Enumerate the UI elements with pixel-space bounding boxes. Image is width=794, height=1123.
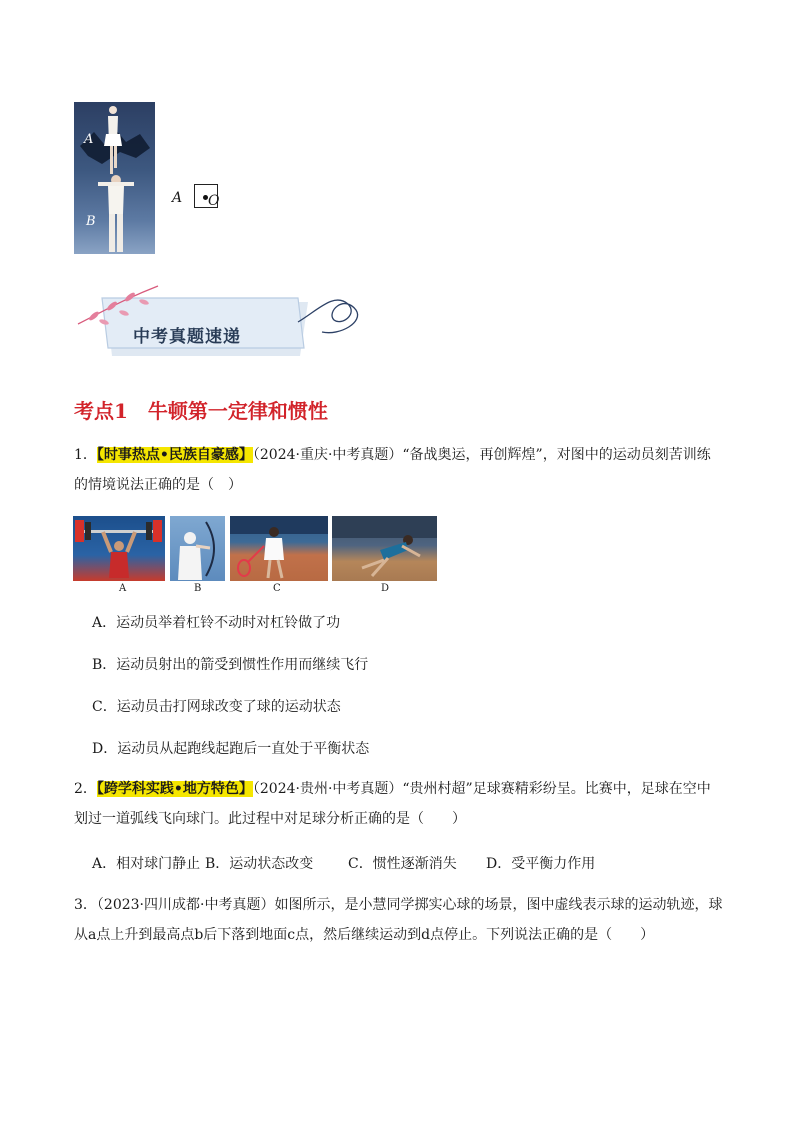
question-text-line2: 的情境说法正确的是（ ） <box>74 477 242 493</box>
photo-label-b: B <box>86 214 96 229</box>
dancer-b-figure <box>98 172 134 254</box>
question-text-line1: （2024·贵州·中考真题）“贵州村超”足球赛精彩纷呈。比赛中，足球在空中 <box>252 781 711 797</box>
option-d: D．受平衡力作用 <box>486 856 596 872</box>
question-number: 3． <box>74 897 97 913</box>
banner-title: 中考真题速递 <box>133 327 241 347</box>
option-b: B．运动状态改变 <box>205 856 314 872</box>
question-text-line2: 划过一道弧线飞向球门。此过程中对足球分析正确的是（ ） <box>74 811 466 827</box>
photo-weightlifting <box>73 516 165 581</box>
photo-label-a: A <box>119 583 127 594</box>
ballet-photo <box>74 102 155 254</box>
photo-label-a: A <box>84 132 94 147</box>
option-c: C．惯性逐渐消失 <box>348 856 457 872</box>
diagram-label-o: O <box>208 193 220 209</box>
photo-tennis <box>230 516 328 581</box>
question-3 <box>74 890 734 950</box>
diagram-box <box>194 184 218 208</box>
dancer-a-figure <box>104 104 122 176</box>
option-c: C．运动员击打网球改变了球的运动状态 <box>92 699 341 715</box>
option-d: D．运动员从起跑线起跑后一直处于平衡状态 <box>92 741 370 757</box>
photo-archery <box>170 516 225 581</box>
option-a: A．运动员举着杠铃不动时对杠铃做了功 <box>92 615 341 631</box>
question-text-line2: 从a点上升到最高点b后下落到地面c点，然后继续运动到d点停止。下列说法正确的是（ ） <box>74 927 655 943</box>
photo-label-c: C <box>273 583 281 594</box>
option-b: B．运动员射出的箭受到惯性作用而继续飞行 <box>92 657 369 673</box>
question-number: 2． <box>74 781 97 797</box>
question-tag: 【时事热点•民族自豪感】 <box>96 447 253 463</box>
question-text-line1: （2023·四川成都·中考真题）如图所示，是小慧同学掷实心球的场景，图中虚线表示球的运动轨迹，球 <box>96 897 723 913</box>
photo-label-b: B <box>194 583 202 594</box>
section-heading: 考点1 牛顿第一定律和惯性 <box>74 399 328 423</box>
photo-label-d: D <box>381 583 390 594</box>
section-banner <box>72 282 362 360</box>
photo-sprint <box>332 516 437 581</box>
option-a: A．相对球门静止 <box>92 856 201 872</box>
question-text-line1: （2024·重庆·中考真题）“备战奥运，再创辉煌”，对图中的运动员刻苦训练 <box>252 447 711 463</box>
diagram-label-a: A <box>172 190 183 206</box>
question-number: 1． <box>74 447 97 463</box>
question-1 <box>74 440 724 500</box>
question-2 <box>74 774 724 834</box>
question-tag: 【跨学科实践•地方特色】 <box>96 781 253 797</box>
